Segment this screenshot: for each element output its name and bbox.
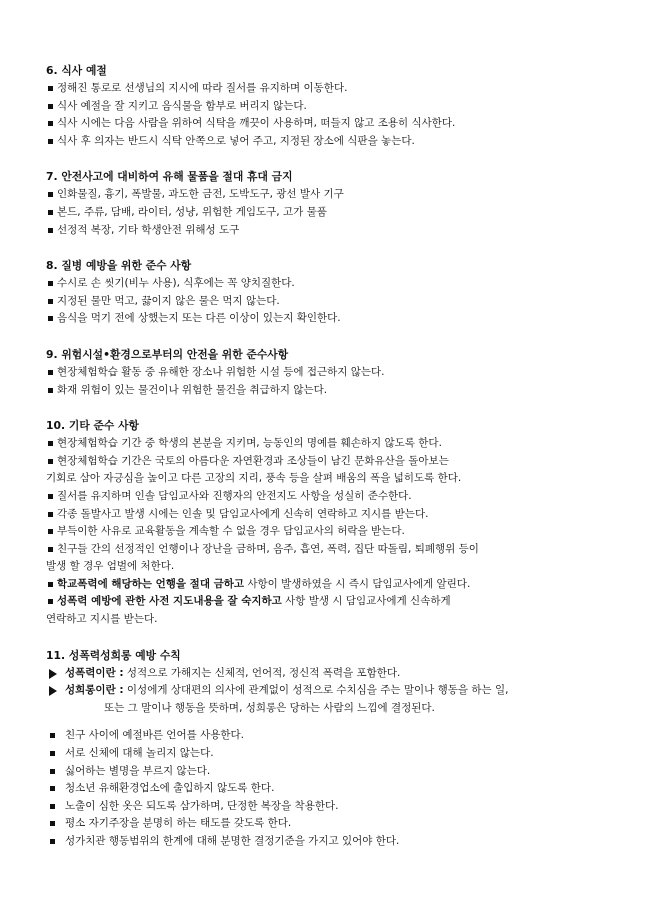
triangle-bullet-icon [49, 686, 57, 696]
square-bullet-icon [48, 547, 53, 552]
list-item: 서로 신체에 대해 놀리지 않는다. [46, 745, 630, 763]
list-item: 싫어하는 별명을 부르지 않는다. [46, 763, 630, 781]
section-6-title: 6. 식사 예절 [46, 64, 107, 77]
square-bullet-icon [48, 192, 53, 197]
square-bullet-icon [50, 733, 55, 738]
square-bullet-icon [48, 210, 53, 215]
section-11-title: 11. 성폭력성희롱 예방 수칙 [46, 648, 181, 662]
list-item: 질서를 유지하며 인솔 담임교사와 진행자의 안전지도 사항을 성실히 준수한다. [46, 488, 630, 506]
square-bullet-icon [48, 299, 53, 304]
list-item: 음식을 먹기 전에 상했는지 또는 다른 이상이 있는지 확인한다. [46, 310, 630, 328]
square-bullet-icon [48, 281, 53, 286]
list-item: 식사 예절을 잘 지키고 음식물을 함부로 버리지 않는다. [46, 98, 630, 116]
list-item: 성가치관 행동범위의 한계에 대해 분명한 결정기준을 가지고 있어야 한다. [46, 833, 630, 851]
square-bullet-icon [48, 459, 53, 464]
square-bullet-icon [48, 121, 53, 126]
list-item-continuation: 발생 할 경우 엄벌에 처한다. [46, 560, 175, 573]
list-item: 평소 자기주장을 분명히 하는 태도를 갖도록 한다. [46, 815, 630, 833]
list-item: 현장체험학습 기간 중 학생의 본분을 지키며, 능동인의 명예를 훼손하지 않도록 한다. [46, 435, 630, 453]
emphasis-text: 성폭력 예방에 관한 사전 지도내용을 잘 숙지하고 [57, 595, 282, 608]
list-item: 본드, 주류, 담배, 라이터, 성냥, 위험한 게임도구, 고가 물품 [46, 204, 630, 222]
square-bullet-icon [48, 316, 53, 321]
section-10-title: 10. 기타 준수 사항 [46, 419, 139, 433]
square-bullet-icon [48, 582, 53, 587]
list-item: 현장체험학습 활동 중 유해한 장소나 위험한 시설 등에 접근하지 않는다. [46, 364, 630, 382]
list-item-continuation: 연락하고 지시를 받는다. [46, 613, 158, 626]
list-item: 선정적 복장, 기타 학생안전 위해성 도구 [46, 222, 630, 240]
list-item: 성폭력 예방에 관한 사전 지도내용을 잘 숙지하고 사항 발생 시 담임교사에게 신속하게 [46, 593, 630, 611]
definition-item: 성폭력이란 : 성적으로 가해지는 신체적, 언어적, 정신적 폭력을 포함한다. [46, 665, 630, 683]
section-8 [46, 256, 630, 328]
list-item: 수시로 손 씻기(비누 사용), 식후에는 꼭 양치질한다. [46, 275, 630, 293]
square-bullet-icon [48, 599, 53, 604]
list-item: 지정된 물만 먹고, 끓이지 않은 물은 먹지 않는다. [46, 293, 630, 311]
definition-continuation: 또는 그 말이나 행동을 뜻하며, 성희롱은 당하는 사람의 느낌에 결정된다. [104, 701, 435, 714]
square-bullet-icon [48, 512, 53, 517]
section-11 [46, 646, 630, 851]
square-bullet-icon [48, 370, 53, 375]
square-bullet-icon [48, 228, 53, 233]
square-bullet-icon [50, 786, 55, 791]
triangle-bullet-icon [49, 669, 57, 679]
section-8-title: 8. 질병 예방을 위한 준수 사항 [46, 259, 192, 273]
list-item: 친구 사이에 예절바른 언어를 사용한다. [46, 727, 630, 745]
section-6 [46, 61, 630, 150]
emphasis-text: 학교폭력에 해당하는 언행을 절대 금하고 [57, 577, 245, 590]
square-bullet-icon [50, 839, 55, 844]
list-item: 화재 위험이 있는 물건이나 위험한 물건을 취급하지 않는다. [46, 382, 630, 400]
list-item: 학교폭력에 해당하는 언행을 절대 금하고 사항이 발생하였을 시 즉시 담임교사에게 알린다. [46, 576, 630, 594]
list-item: 정해진 통로로 선생님의 지시에 따라 질서를 유지하며 이동한다. [46, 80, 630, 98]
section-9-title: 9. 위험시설•환경으로부터의 안전을 위한 준수사항 [46, 347, 289, 361]
list-item-continuation: 기회로 삼아 자긍심을 높이고 다른 고장의 지리, 풍속 등을 살펴 배움의 폭을 넓히도록 한다. [46, 472, 462, 485]
list-item: 현장체험학습 기간은 국토의 아름다운 자연환경과 조상들이 남긴 문화유산을 돌아보는 [46, 453, 630, 471]
definition-item: 성희롱이란 : 이성에게 상대편의 의사에 관계없이 성적으로 수치심을 주는 말이나 행동을 하는 일, [46, 682, 630, 700]
list-item: 노출이 심한 옷은 되도록 삼가하며, 단정한 복장을 착용한다. [46, 798, 630, 816]
square-bullet-icon [50, 804, 55, 809]
list-item: 식사 후 의자는 반드시 식탁 안쪽으로 넣어 주고, 지정된 장소에 식판을 놓는다. [46, 133, 630, 151]
square-bullet-icon [48, 494, 53, 499]
square-bullet-icon [48, 529, 53, 534]
list-item: 청소년 유해환경업소에 출입하지 않도록 한다. [46, 780, 630, 798]
square-bullet-icon [48, 388, 53, 393]
square-bullet-icon [50, 821, 55, 826]
section-10 [46, 416, 630, 629]
definition-term: 성희롱이란 : [65, 684, 124, 697]
list-item: 부득이한 사유로 교육활동을 계속할 수 없을 경우 담임교사의 허락을 받는다. [46, 523, 630, 541]
list-item: 인화물질, 흉기, 폭발물, 과도한 금전, 도박도구, 광선 발사 기구 [46, 186, 630, 204]
section-7-title: 7. 안전사고에 대비하여 유해 물품을 절대 휴대 금지 [46, 170, 293, 184]
square-bullet-icon [48, 139, 53, 144]
list-item: 친구들 간의 선정적인 언행이나 장난을 금하며, 음주, 흡연, 폭력, 집단 따돌림, 퇴폐행위 등이 [46, 541, 630, 559]
square-bullet-icon [48, 104, 53, 109]
definition-term: 성폭력이란 : [65, 666, 124, 679]
list-item: 식사 시에는 다음 사람을 위하여 식탁을 깨끗이 사용하며, 떠들지 않고 조용히 식사한다. [46, 115, 630, 133]
list-item: 각종 돌발사고 발생 시에는 인솔 및 담임교사에게 신속히 연락하고 지시를 받는다. [46, 506, 630, 524]
square-bullet-icon [48, 86, 53, 91]
section-7 [46, 167, 630, 239]
square-bullet-icon [48, 441, 53, 446]
section-9 [46, 345, 630, 399]
square-bullet-icon [50, 769, 55, 774]
square-bullet-icon [50, 751, 55, 756]
